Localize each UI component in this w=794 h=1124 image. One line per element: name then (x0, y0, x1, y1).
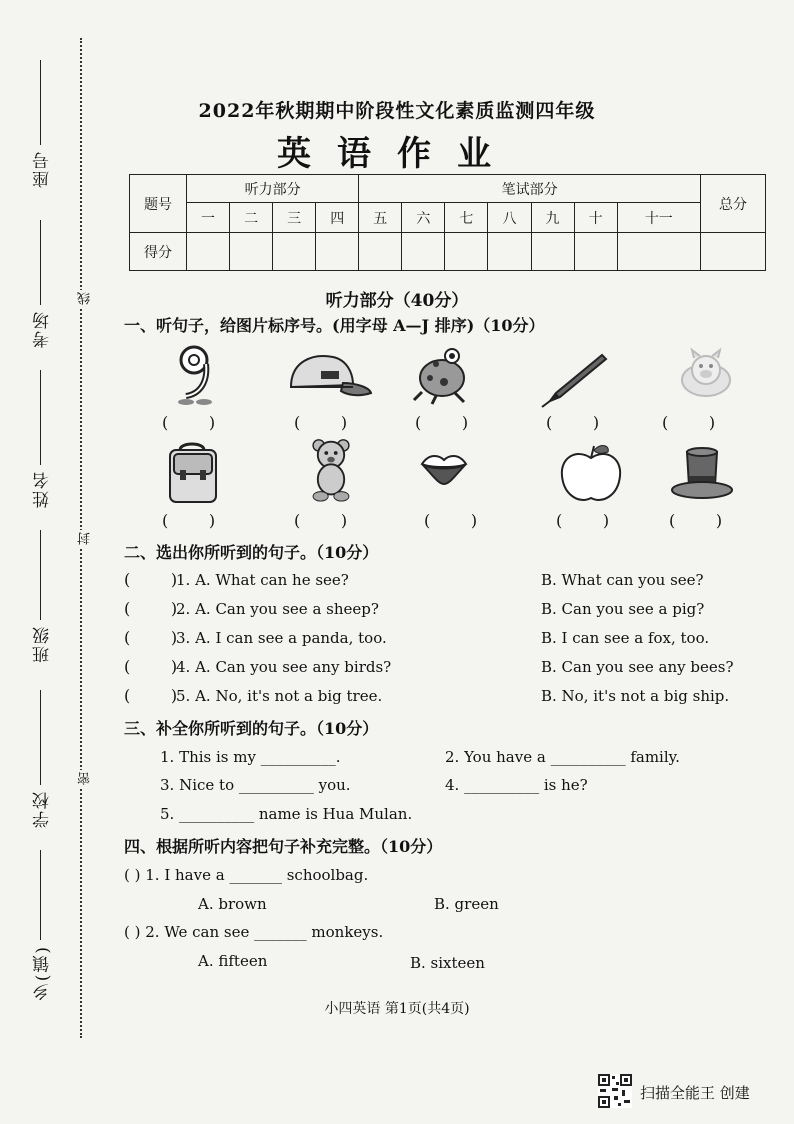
part3-title: 三、补全你所听到的句子。（10分） (124, 719, 379, 738)
answer-paren[interactable]: ( ) (424, 511, 478, 530)
nine-icon (160, 342, 230, 408)
q-number: 六 (402, 203, 445, 233)
fill-sentence[interactable]: 4. __________ is he? (445, 776, 588, 794)
q-number: 三 (273, 203, 316, 233)
score-cell[interactable] (402, 233, 445, 271)
score-table (129, 174, 766, 271)
part4-title: 四、根据所听内容把句子补充完整。（10分） (124, 837, 443, 856)
exam-title: 英语作业 (277, 134, 517, 174)
hat-icon (667, 442, 737, 508)
answer-paren[interactable]: ( ) (662, 413, 716, 432)
score-cell[interactable] (445, 233, 488, 271)
answer-paren[interactable]: ( ) (124, 686, 178, 705)
question-number-label: 题号 (130, 175, 187, 233)
class-label: 班级 (33, 625, 53, 663)
total-score-cell[interactable] (701, 233, 766, 271)
pen-icon (538, 346, 608, 412)
fill-sentence[interactable]: 3. Nice to __________ you. (160, 776, 351, 794)
option-a: 5. A. No, it's not a big tree. (176, 687, 383, 705)
class-blank (40, 530, 41, 620)
listening-header: 听力部分 (187, 175, 359, 203)
name-label: 姓名 (33, 470, 53, 508)
q-number: 十一 (617, 203, 700, 233)
option-b: B. What can you see? (541, 571, 704, 589)
schoolbag-icon (158, 440, 228, 506)
option-a: 3. A. I can see a panda, too. (176, 629, 387, 647)
line-mark: 线 (78, 292, 93, 305)
school-label: 学校 (33, 790, 53, 828)
answer-paren[interactable]: ( ) (415, 413, 469, 432)
score-cell[interactable] (273, 233, 316, 271)
page-footer: 小四英语 第1页(共4页) (324, 1001, 470, 1017)
q-number: 五 (359, 203, 402, 233)
part2-title: 二、选出你所听到的句子。（10分） (124, 543, 379, 562)
score-cell[interactable] (574, 233, 617, 271)
cap-icon (283, 346, 373, 412)
answer-paren[interactable]: ( ) (556, 511, 610, 530)
total-label: 总分 (701, 175, 766, 233)
teddy-bear-icon (296, 436, 366, 502)
score-cell[interactable] (617, 233, 700, 271)
exam-room-label: 考场 (33, 310, 53, 348)
answer-paren[interactable]: ( ) (546, 413, 600, 432)
score-cell[interactable] (230, 233, 273, 271)
answer-paren[interactable]: ( ) (124, 628, 178, 647)
choice-question[interactable]: ( ) 2. We can see _______ monkeys. (124, 923, 384, 941)
pig-icon (670, 342, 740, 408)
q-number: 一 (187, 203, 230, 233)
option-b: B. Can you see any bees? (541, 658, 734, 676)
option-a: 4. A. Can you see any birds? (176, 658, 392, 676)
answer-paren[interactable]: ( ) (294, 511, 348, 530)
fill-sentence[interactable]: 5. __________ name is Hua Mulan. (160, 805, 413, 823)
option-a: 2. A. Can you see a sheep? (176, 600, 379, 618)
option-a: A. brown (198, 895, 267, 913)
listening-section-title: 听力部分（40分） (325, 291, 469, 311)
answer-paren[interactable]: ( ) (124, 599, 178, 618)
fill-sentence[interactable]: 1. This is my __________. (160, 748, 341, 766)
score-cell[interactable] (531, 233, 574, 271)
q-number: 九 (531, 203, 574, 233)
answer-paren[interactable]: ( ) (124, 657, 178, 676)
qr-code-icon (598, 1074, 632, 1108)
q-number: 四 (316, 203, 359, 233)
part1-title: 一、听句子，给图片标序号。(用字母 A—J 排序)（10分） (124, 316, 545, 335)
option-b: B. I can see a fox, too. (541, 629, 710, 647)
option-b: B. Can you see a pig? (541, 600, 705, 618)
seat-label: 座号 (33, 150, 53, 188)
frog-icon (410, 342, 480, 408)
score-cell[interactable] (187, 233, 230, 271)
q-number: 十 (574, 203, 617, 233)
option-b: B. green (434, 895, 499, 913)
seal-mark: 封 (78, 532, 93, 545)
score-label: 得分 (130, 233, 187, 271)
name-blank (40, 370, 41, 465)
scanner-watermark: 扫描全能王 创建 (640, 1084, 750, 1102)
answer-paren[interactable]: ( ) (124, 570, 178, 589)
fill-sentence[interactable]: 2. You have a __________ family. (445, 748, 680, 766)
apple-icon (556, 442, 626, 508)
option-a: 1. A. What can he see? (176, 571, 349, 589)
answer-paren[interactable]: ( ) (669, 511, 723, 530)
option-a: A. fifteen (198, 952, 268, 970)
lips-icon (420, 450, 468, 490)
score-cell[interactable] (316, 233, 359, 271)
score-cell[interactable] (488, 233, 531, 271)
q-number: 七 (445, 203, 488, 233)
answer-paren[interactable]: ( ) (162, 413, 216, 432)
choice-question[interactable]: ( ) 1. I have a _______ schoolbag. (124, 866, 369, 884)
exam-subtitle: 2022年秋期期中阶段性文化素质监测四年级 (198, 100, 596, 122)
town-blank (40, 850, 41, 940)
town-label: 乡(镇) (33, 945, 53, 1001)
school-blank (40, 690, 41, 785)
answer-paren[interactable]: ( ) (162, 511, 216, 530)
secret-mark: 密 (78, 772, 93, 785)
option-b: B. No, it's not a big ship. (541, 687, 730, 705)
option-b: B. sixteen (410, 954, 485, 972)
score-cell[interactable] (359, 233, 402, 271)
q-number: 二 (230, 203, 273, 233)
answer-paren[interactable]: ( ) (294, 413, 348, 432)
writing-header: 笔试部分 (359, 175, 701, 203)
q-number: 八 (488, 203, 531, 233)
